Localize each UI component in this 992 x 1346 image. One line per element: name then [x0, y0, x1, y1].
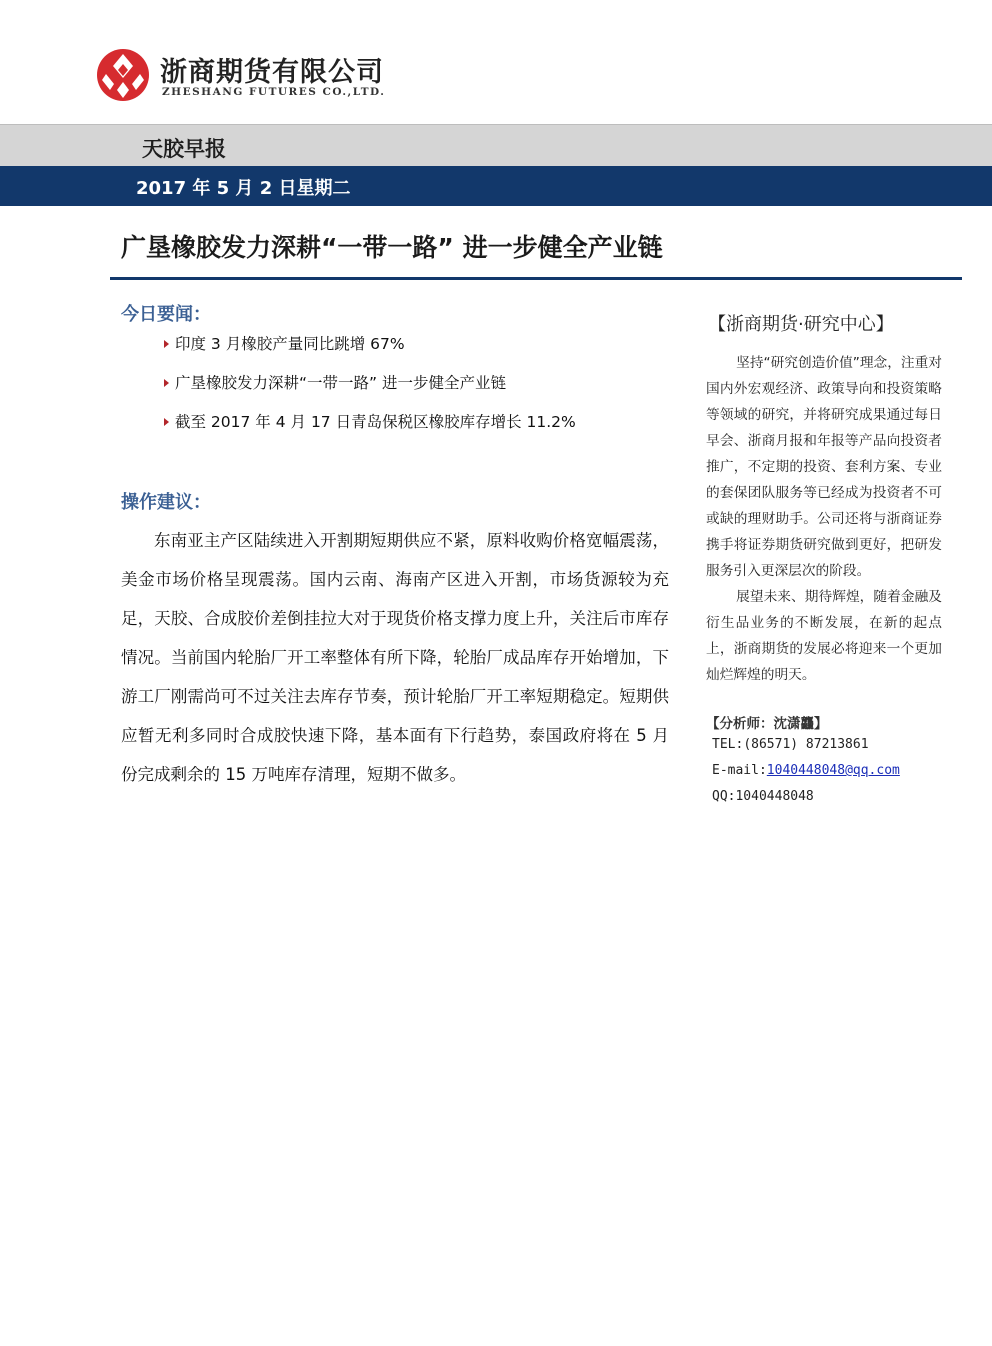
- company-name-en: ZHESHANG FUTURES CO.,LTD.: [162, 86, 386, 98]
- email-link[interactable]: 1040448048@qq.com: [766, 763, 900, 778]
- news-item-text: 印度 3 月橡胶产量同比跳增 67%: [175, 335, 405, 353]
- sidebar-outlook-paragraph: 展望未来、期待辉煌，随着金融及衍生品业务的不断发展，在新的起点上，浙商期货的发展必将迎来一个更加灿烂辉煌的明天。: [706, 589, 942, 683]
- zheshang-logo-icon: [96, 48, 150, 102]
- headline-divider: [110, 277, 962, 280]
- report-date: 2017 年 5 月 2 日星期二: [136, 178, 351, 199]
- qq-label: QQ:: [712, 789, 736, 804]
- bullet-arrow-icon: [164, 379, 169, 387]
- company-name-cn: 浙商期货有限公司: [160, 57, 384, 88]
- news-item: [162, 332, 576, 371]
- company-logo: [96, 48, 386, 104]
- advice-heading: 操作建议：: [121, 492, 211, 513]
- email-label: E-mail:: [712, 763, 767, 778]
- news-list: [162, 332, 576, 449]
- contact-tel: [712, 732, 942, 758]
- bullet-arrow-icon: [164, 340, 169, 348]
- sidebar-title: 【浙商期货·研究中心】: [708, 314, 894, 335]
- qq-value: 1040448048: [735, 789, 814, 804]
- analyst-label: 【分析师：沈潇龘】: [706, 716, 828, 732]
- tel-value: (86571) 87213861: [743, 737, 869, 752]
- contact-qq: [712, 784, 942, 810]
- report-title: 天胶早报: [142, 137, 226, 161]
- report-title-bar: [0, 124, 992, 167]
- report-date-bar: [0, 166, 992, 206]
- sidebar-intro-paragraph: 坚持“研究创造价值”理念，注重对国内外宏观经济、政策导向和投资策略等领域的研究，并将研究成果通过每日早会、浙商月报和年报等产品向投资者推广，不定期的投资、套利方案、专业的套保团队服务等已经成为投资者不可或缺的理财助手。公司还将与浙商证券携手将证券期货研究做到更好，把研发服务引入更深层次的阶段。: [706, 355, 942, 579]
- news-item-text: 截至 2017 年 4 月 17 日青岛保税区橡胶库存增长 11.2%: [175, 413, 576, 431]
- page-headline: 广垦橡胶发力深耕“一带一路” 进一步健全产业链: [121, 233, 663, 262]
- bullet-arrow-icon: [164, 418, 169, 426]
- advice-paragraph: 东南亚主产区陆续进入开割期短期供应不紧，原料收购价格宽幅震荡，美金市场价格呈现震荡。国内云南、海南产区进入开割，市场货源较为充足，天胶、合成胶价差倒挂拉大对于现货价格支撑力度上升，关注后市库存情况。当前国内轮胎厂开工率整体有所下降，轮胎厂成品库存开始增加，下游工厂刚需尚可不过关注去库存节奏，预计轮胎厂开工率短期稳定。短期供应暂无利多同时合成胶快速下降，基本面有下行趋势，泰国政府将在 5 月份完成剩余的 15 万吨库存清理，短期不做多。: [121, 531, 669, 784]
- contact-email: [712, 758, 942, 784]
- news-heading: 今日要闻：: [121, 304, 211, 325]
- news-item: [162, 371, 576, 410]
- tel-label: TEL:: [712, 737, 744, 752]
- news-item-text: 广垦橡胶发力深耕“一带一路” 进一步健全产业链: [175, 374, 506, 392]
- research-center-sidebar: [706, 310, 942, 810]
- news-item: [162, 410, 576, 449]
